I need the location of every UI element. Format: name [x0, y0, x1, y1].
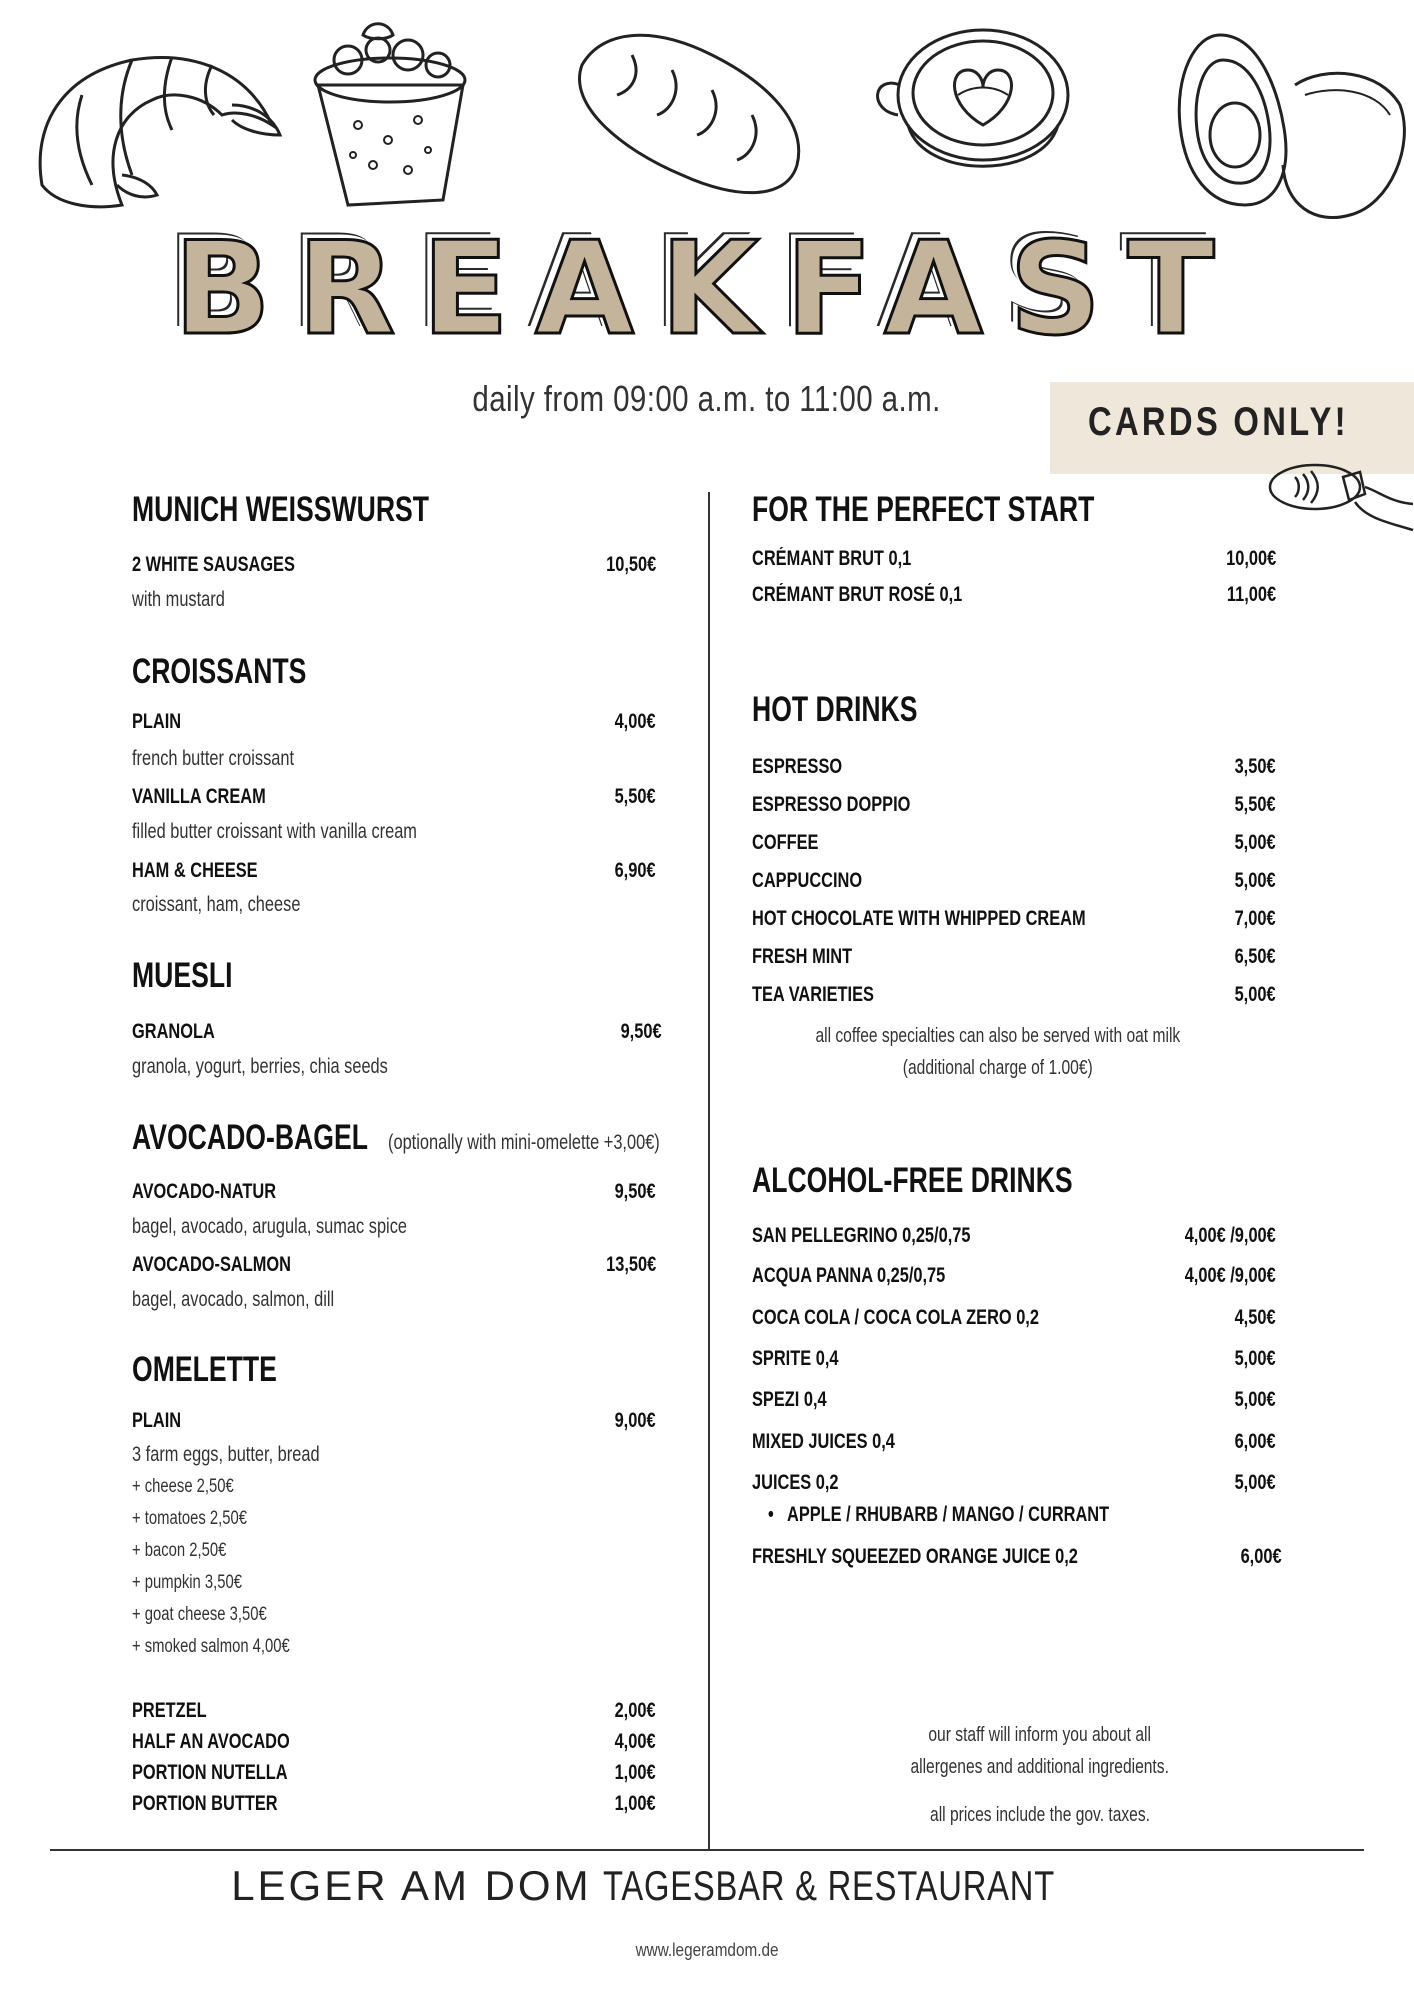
allergen-note: allergenes and additional ingredients. — [910, 1756, 1170, 1778]
drink-item-price: 6,00€ — [1241, 1545, 1282, 1568]
section-heading-alcohol-free: ALCOHOL-FREE DRINKS — [752, 1161, 1073, 1200]
menu-item-price: 4,00€ — [615, 710, 656, 733]
drink-item-price: 5,00€ — [1235, 869, 1276, 892]
page-title: BREAKFAST — [173, 215, 1241, 364]
brand-name: LEGER AM DOM — [231, 1862, 592, 1909]
omelette-extra: + goat cheese 3,50€ — [132, 1604, 267, 1625]
menu-item-description: bagel, avocado, salmon, dill — [132, 1288, 335, 1311]
drink-item-name: FRESH MINT — [752, 945, 853, 968]
menu-item-description: croissant, ham, cheese — [132, 893, 301, 916]
drink-item-name: HOT CHOCOLATE WITH WHIPPED CREAM — [752, 907, 1086, 930]
menu-item-description: with mustard — [132, 588, 225, 611]
drink-item-name: ACQUA PANNA 0,25/0,75 — [752, 1264, 946, 1287]
section-subheading: (optionally with mini-omelette +3,00€) — [388, 1131, 661, 1154]
brand-tagline: TAGESBAR & RESTAURANT — [603, 1862, 1056, 1909]
drink-item-price: 4,00€ /9,00€ — [1184, 1264, 1276, 1287]
omelette-extra: + pumpkin 3,50€ — [132, 1572, 242, 1593]
drink-item-name: CRÉMANT BRUT ROSÉ 0,1 — [752, 583, 963, 606]
drink-item-name: MIXED JUICES 0,4 — [752, 1430, 895, 1453]
tax-note: all prices include the gov. taxes. — [930, 1804, 1150, 1826]
side-item-price: 4,00€ — [615, 1730, 656, 1753]
menu-item-price: 9,00€ — [615, 1409, 656, 1432]
column-divider — [708, 492, 710, 1850]
latte-cup-illustration — [868, 15, 1078, 190]
drink-item-name: SAN PELLEGRINO 0,25/0,75 — [752, 1224, 971, 1247]
menu-item-name: VANILLA CREAM — [132, 785, 266, 808]
omelette-extra: + cheese 2,50€ — [132, 1476, 234, 1497]
omelette-extra: + bacon 2,50€ — [132, 1540, 227, 1561]
menu-item-name: GRANOLA — [132, 1020, 215, 1043]
section-heading-perfect-start: FOR THE PERFECT START — [752, 490, 1095, 529]
drink-item-price: 6,50€ — [1235, 945, 1276, 968]
section-heading-muesli: MUESLI — [132, 956, 233, 995]
menu-item-description: bagel, avocado, arugula, sumac spice — [132, 1215, 407, 1238]
drink-item-price: 11,00€ — [1226, 583, 1276, 606]
menu-item-description: french butter croissant — [132, 747, 295, 770]
contactless-payment-icon — [1265, 462, 1414, 547]
section-heading-croissants: CROISSANTS — [132, 652, 307, 691]
oat-milk-note: all coffee specialties can also be served with oat milk — [815, 1025, 1181, 1047]
menu-item-name: 2 WHITE SAUSAGES — [132, 553, 295, 576]
drink-item-price: 3,50€ — [1235, 755, 1276, 778]
menu-item-price: 9,50€ — [615, 1180, 656, 1203]
menu-item-name: HAM & CHEESE — [132, 859, 258, 882]
section-heading-hot-drinks: HOT DRINKS — [752, 690, 918, 729]
drink-item-price: 7,00€ — [1235, 907, 1276, 930]
drink-item-price: 5,50€ — [1235, 793, 1276, 816]
menu-item-price: 13,50€ — [605, 1253, 656, 1276]
section-heading-avocado-bagel: AVOCADO-BAGEL (optionally with mini-omelette +3,00€) — [132, 1118, 661, 1157]
side-item-price: 1,00€ — [615, 1761, 656, 1784]
drink-item-name: SPRITE 0,4 — [752, 1347, 839, 1370]
avocado-illustration — [1165, 15, 1410, 230]
menu-item-description: granola, yogurt, berries, chia seeds — [132, 1055, 388, 1078]
website-url: www.legeramdom.de — [635, 1940, 779, 1960]
section-heading-weisswurst: MUNICH WEISSWURST — [132, 490, 430, 529]
drink-item-price: 4,00€ /9,00€ — [1184, 1224, 1276, 1247]
menu-item-description: filled butter croissant with vanilla cream — [132, 820, 417, 843]
drink-item-name: FRESHLY SQUEEZED ORANGE JUICE 0,2 — [752, 1545, 1078, 1568]
drink-item-price: 6,00€ — [1235, 1430, 1276, 1453]
side-item-name: PORTION BUTTER — [132, 1792, 278, 1815]
footer-brand — [0, 1862, 1414, 1910]
menu-item-price: 5,50€ — [615, 785, 656, 808]
drink-item-price: 5,00€ — [1235, 1347, 1276, 1370]
side-item-name: PORTION NUTELLA — [132, 1761, 288, 1784]
bread-loaf-illustration — [562, 15, 812, 205]
drink-item-price: 5,00€ — [1235, 1388, 1276, 1411]
muesli-cup-illustration — [298, 15, 483, 215]
menu-item-name: PLAIN — [132, 710, 182, 733]
side-item-name: HALF AN AVOCADO — [132, 1730, 290, 1753]
oat-milk-surcharge-note: (additional charge of 1.00€) — [903, 1057, 1093, 1079]
menu-item-price: 10,50€ — [605, 553, 656, 576]
menu-item-name: AVOCADO-SALMON — [132, 1253, 291, 1276]
side-item-name: PRETZEL — [132, 1699, 207, 1722]
footer-divider — [50, 1849, 1364, 1851]
drink-item-name: TEA VARIETIES — [752, 983, 874, 1006]
drink-item-price: 5,00€ — [1235, 1471, 1276, 1494]
drink-item-name: COCA COLA / COCA COLA ZERO 0,2 — [752, 1306, 1039, 1329]
menu-item-name: AVOCADO-NATUR — [132, 1180, 277, 1203]
drink-item-price: 4,50€ — [1235, 1306, 1276, 1329]
allergen-note: our staff will inform you about all — [928, 1724, 1152, 1746]
opening-hours: daily from 09:00 a.m. to 11:00 a.m. — [472, 378, 942, 419]
drink-item-name: COFFEE — [752, 831, 819, 854]
side-item-price: 1,00€ — [615, 1792, 656, 1815]
omelette-extra: + tomatoes 2,50€ — [132, 1508, 247, 1529]
drink-item-name: ESPRESSO — [752, 755, 843, 778]
drink-item-name: ESPRESSO DOPPIO — [752, 793, 911, 816]
drink-item-price: 10,00€ — [1225, 547, 1276, 570]
drink-item-name: CRÉMANT BRUT 0,1 — [752, 547, 912, 570]
croissant-illustration — [22, 15, 282, 215]
juice-flavours-bullet: • APPLE / RHUBARB / MANGO / CURRANT — [768, 1503, 1109, 1526]
menu-item-price: 6,90€ — [615, 859, 656, 882]
omelette-extra: + smoked salmon 4,00€ — [132, 1636, 290, 1657]
cards-only-label: CARDS ONLY! — [1088, 400, 1349, 444]
menu-item-description: 3 farm eggs, butter, bread — [132, 1443, 320, 1466]
side-item-price: 2,00€ — [615, 1699, 656, 1722]
menu-item-name: PLAIN — [132, 1409, 182, 1432]
drink-item-name: JUICES 0,2 — [752, 1471, 839, 1494]
drink-item-name: SPEZI 0,4 — [752, 1388, 827, 1411]
drink-item-price: 5,00€ — [1235, 983, 1276, 1006]
section-heading-omelette: OMELETTE — [132, 1350, 277, 1389]
drink-item-price: 5,00€ — [1235, 831, 1276, 854]
menu-item-price: 9,50€ — [621, 1020, 662, 1043]
drink-item-name: CAPPUCCINO — [752, 869, 863, 892]
